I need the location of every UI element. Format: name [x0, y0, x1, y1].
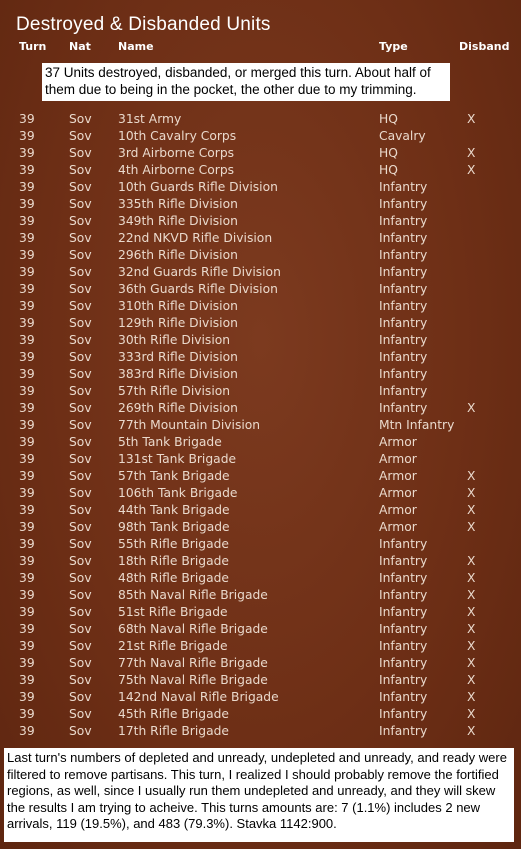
cell-disband: X	[467, 163, 476, 177]
table-row[interactable]	[0, 213, 521, 230]
cell-name: 142nd Naval Rifle Brigade	[118, 690, 279, 704]
cell-nat: Sov	[69, 724, 92, 738]
cell-name: 269th Rifle Division	[118, 401, 238, 415]
table-row[interactable]	[0, 434, 521, 451]
cell-type: Armor	[379, 435, 417, 449]
cell-nat: Sov	[69, 180, 92, 194]
cell-type: Infantry	[379, 367, 428, 381]
cell-disband: X	[467, 588, 476, 602]
cell-type: Cavalry	[379, 129, 426, 143]
cell-name: 10th Cavalry Corps	[118, 129, 237, 143]
cell-turn: 39	[19, 214, 35, 228]
cell-turn: 39	[19, 622, 35, 636]
table-row[interactable]	[0, 298, 521, 315]
table-row[interactable]	[0, 179, 521, 196]
table-row[interactable]	[0, 247, 521, 264]
cell-turn: 39	[19, 299, 35, 313]
cell-disband: X	[467, 639, 476, 653]
table-row[interactable]	[0, 417, 521, 434]
cell-type: Armor	[379, 503, 417, 517]
cell-type: Infantry	[379, 299, 428, 313]
cell-type: Infantry	[379, 554, 428, 568]
cell-turn: 39	[19, 435, 35, 449]
cell-turn: 39	[19, 333, 35, 347]
cell-turn: 39	[19, 197, 35, 211]
cell-nat: Sov	[69, 673, 92, 687]
cell-type: Armor	[379, 469, 417, 483]
table-row[interactable]	[0, 570, 521, 587]
cell-type: Infantry	[379, 231, 428, 245]
table-row[interactable]	[0, 400, 521, 417]
cell-name: 17th Rifle Brigade	[118, 724, 229, 738]
cell-name: 21st Rifle Brigade	[118, 639, 228, 653]
cell-type: HQ	[379, 146, 398, 160]
cell-nat: Sov	[69, 265, 92, 279]
cell-name: 5th Tank Brigade	[118, 435, 222, 449]
table-row[interactable]	[0, 196, 521, 213]
cell-type: Infantry	[379, 690, 428, 704]
cell-name: 333rd Rifle Division	[118, 350, 238, 364]
cell-nat: Sov	[69, 435, 92, 449]
cell-name: 75th Naval Rifle Brigade	[118, 673, 268, 687]
cell-name: 32nd Guards Rifle Division	[118, 265, 281, 279]
cell-turn: 39	[19, 163, 35, 177]
cell-disband: X	[467, 656, 476, 670]
cell-disband: X	[467, 571, 476, 585]
cell-name: 36th Guards Rifle Division	[118, 282, 278, 296]
table-row[interactable]	[0, 604, 521, 621]
column-header-disband[interactable]: Disband	[459, 40, 510, 53]
cell-nat: Sov	[69, 197, 92, 211]
cell-nat: Sov	[69, 571, 92, 585]
cell-name: 85th Naval Rifle Brigade	[118, 588, 268, 602]
cell-name: 349th Rifle Division	[118, 214, 238, 228]
table-row[interactable]	[0, 672, 521, 689]
cell-nat: Sov	[69, 503, 92, 517]
cell-nat: Sov	[69, 333, 92, 347]
cell-disband: X	[467, 724, 476, 738]
cell-name: 31st Army	[118, 112, 182, 126]
cell-turn: 39	[19, 656, 35, 670]
annotation-top: 37 Units destroyed, disbanded, or merged this turn. About half of them due to being in the pocket, the other due to my trimming.	[42, 63, 450, 101]
cell-disband: X	[467, 112, 476, 126]
cell-name: 77th Naval Rifle Brigade	[118, 656, 268, 670]
cell-disband: X	[467, 520, 476, 534]
cell-type: Infantry	[379, 214, 428, 228]
cell-turn: 39	[19, 231, 35, 245]
cell-turn: 39	[19, 690, 35, 704]
cell-disband: X	[467, 469, 476, 483]
cell-nat: Sov	[69, 401, 92, 415]
cell-nat: Sov	[69, 163, 92, 177]
cell-nat: Sov	[69, 605, 92, 619]
cell-turn: 39	[19, 588, 35, 602]
cell-name: 77th Mountain Division	[118, 418, 261, 432]
table-row[interactable]	[0, 366, 521, 383]
cell-name: 55th Rifle Brigade	[118, 537, 229, 551]
cell-nat: Sov	[69, 350, 92, 364]
table-row[interactable]	[0, 553, 521, 570]
cell-nat: Sov	[69, 384, 92, 398]
cell-type: Infantry	[379, 724, 428, 738]
cell-nat: Sov	[69, 129, 92, 143]
cell-turn: 39	[19, 469, 35, 483]
cell-disband: X	[467, 605, 476, 619]
cell-nat: Sov	[69, 367, 92, 381]
table-row[interactable]	[0, 128, 521, 145]
cell-type: Infantry	[379, 707, 428, 721]
cell-turn: 39	[19, 112, 35, 126]
cell-turn: 39	[19, 146, 35, 160]
cell-turn: 39	[19, 384, 35, 398]
cell-turn: 39	[19, 282, 35, 296]
table-row[interactable]	[0, 689, 521, 706]
column-header-name[interactable]: Name	[118, 40, 154, 53]
cell-turn: 39	[19, 724, 35, 738]
cell-name: 129th Rifle Division	[118, 316, 238, 330]
cell-type: Infantry	[379, 180, 428, 194]
cell-type: Infantry	[379, 622, 428, 636]
column-header-type[interactable]: Type	[379, 40, 408, 53]
cell-name: 68th Naval Rifle Brigade	[118, 622, 268, 636]
table-row[interactable]	[0, 281, 521, 298]
cell-disband: X	[467, 690, 476, 704]
cell-nat: Sov	[69, 537, 92, 551]
cell-disband: X	[467, 673, 476, 687]
cell-name: 57th Tank Brigade	[118, 469, 230, 483]
cell-name: 18th Rifle Brigade	[118, 554, 229, 568]
table-row[interactable]	[0, 145, 521, 162]
cell-nat: Sov	[69, 656, 92, 670]
cell-name: 57th Rifle Division	[118, 384, 231, 398]
cell-type: Infantry	[379, 537, 428, 551]
cell-turn: 39	[19, 486, 35, 500]
table-row[interactable]	[0, 383, 521, 400]
table-row[interactable]	[0, 519, 521, 536]
cell-nat: Sov	[69, 469, 92, 483]
cell-turn: 39	[19, 554, 35, 568]
cell-turn: 39	[19, 452, 35, 466]
cell-type: Infantry	[379, 316, 428, 330]
cell-disband: X	[467, 401, 476, 415]
cell-type: Infantry	[379, 639, 428, 653]
cell-name: 22nd NKVD Rifle Division	[118, 231, 273, 245]
table-row[interactable]	[0, 315, 521, 332]
cell-disband: X	[467, 554, 476, 568]
cell-type: Infantry	[379, 333, 428, 347]
cell-turn: 39	[19, 401, 35, 415]
cell-nat: Sov	[69, 299, 92, 313]
cell-nat: Sov	[69, 486, 92, 500]
column-header-nat[interactable]: Nat	[69, 40, 91, 53]
annotation-bottom: Last turn's numbers of depleted and unready, undepleted and unready, and ready were filtered to remove partisans. This turn, I realized I should probably remove the fortified regions, as well, since I usually run them undepleted and unready, and they will skew the results I am trying to acheive. This turns amounts are: 7 (1.1%) includes 2 new arrivals, 119 (19.5%), and 483 (79.3%). Stavka 1142:900.	[4, 748, 514, 842]
cell-nat: Sov	[69, 248, 92, 262]
cell-type: Infantry	[379, 248, 428, 262]
cell-nat: Sov	[69, 554, 92, 568]
cell-name: 30th Rifle Division	[118, 333, 231, 347]
table-row[interactable]	[0, 723, 521, 740]
cell-turn: 39	[19, 605, 35, 619]
cell-nat: Sov	[69, 231, 92, 245]
cell-name: 296th Rifle Division	[118, 248, 238, 262]
cell-turn: 39	[19, 571, 35, 585]
table-row[interactable]	[0, 264, 521, 281]
cell-nat: Sov	[69, 639, 92, 653]
cell-name: 98th Tank Brigade	[118, 520, 230, 534]
cell-turn: 39	[19, 707, 35, 721]
cell-nat: Sov	[69, 418, 92, 432]
cell-turn: 39	[19, 129, 35, 143]
cell-disband: X	[467, 146, 476, 160]
panel-title: Destroyed & Disbanded Units	[16, 14, 271, 35]
cell-type: Infantry	[379, 401, 428, 415]
cell-name: 45th Rifle Brigade	[118, 707, 229, 721]
cell-name: 383rd Rifle Division	[118, 367, 238, 381]
cell-turn: 39	[19, 639, 35, 653]
cell-turn: 39	[19, 367, 35, 381]
table-row[interactable]	[0, 536, 521, 553]
cell-nat: Sov	[69, 214, 92, 228]
cell-name: 3rd Airborne Corps	[118, 146, 235, 160]
cell-type: Infantry	[379, 350, 428, 364]
table-row[interactable]	[0, 451, 521, 468]
cell-type: Infantry	[379, 265, 428, 279]
cell-turn: 39	[19, 537, 35, 551]
cell-nat: Sov	[69, 622, 92, 636]
cell-type: Armor	[379, 486, 417, 500]
cell-nat: Sov	[69, 690, 92, 704]
cell-name: 335th Rifle Division	[118, 197, 238, 211]
column-header-turn[interactable]: Turn	[19, 40, 47, 53]
cell-type: HQ	[379, 163, 398, 177]
cell-turn: 39	[19, 248, 35, 262]
cell-nat: Sov	[69, 520, 92, 534]
table-row[interactable]	[0, 587, 521, 604]
cell-turn: 39	[19, 265, 35, 279]
table-row[interactable]	[0, 638, 521, 655]
cell-name: 131st Tank Brigade	[118, 452, 237, 466]
cell-nat: Sov	[69, 146, 92, 160]
table-row[interactable]	[0, 502, 521, 519]
table-row[interactable]	[0, 655, 521, 672]
cell-type: Infantry	[379, 384, 428, 398]
cell-turn: 39	[19, 520, 35, 534]
cell-type: Mtn Infantry	[379, 418, 455, 432]
table-row[interactable]	[0, 230, 521, 247]
table-row[interactable]	[0, 468, 521, 485]
cell-nat: Sov	[69, 452, 92, 466]
cell-name: 4th Airborne Corps	[118, 163, 235, 177]
cell-name: 106th Tank Brigade	[118, 486, 238, 500]
cell-type: Infantry	[379, 197, 428, 211]
cell-disband: X	[467, 486, 476, 500]
table-row[interactable]	[0, 111, 521, 128]
table-row[interactable]	[0, 706, 521, 723]
cell-type: Infantry	[379, 673, 428, 687]
cell-turn: 39	[19, 673, 35, 687]
cell-name: 44th Tank Brigade	[118, 503, 230, 517]
cell-nat: Sov	[69, 588, 92, 602]
table-row[interactable]	[0, 162, 521, 179]
cell-turn: 39	[19, 503, 35, 517]
table-row[interactable]	[0, 621, 521, 638]
cell-name: 48th Rifle Brigade	[118, 571, 229, 585]
cell-turn: 39	[19, 350, 35, 364]
table-row[interactable]	[0, 485, 521, 502]
cell-turn: 39	[19, 180, 35, 194]
cell-nat: Sov	[69, 707, 92, 721]
cell-nat: Sov	[69, 282, 92, 296]
cell-type: HQ	[379, 112, 398, 126]
table-row[interactable]	[0, 332, 521, 349]
cell-type: Infantry	[379, 282, 428, 296]
table-row[interactable]	[0, 349, 521, 366]
unit-list	[0, 111, 521, 740]
cell-disband: X	[467, 503, 476, 517]
cell-nat: Sov	[69, 316, 92, 330]
cell-type: Armor	[379, 520, 417, 534]
cell-disband: X	[467, 622, 476, 636]
cell-turn: 39	[19, 418, 35, 432]
cell-name: 10th Guards Rifle Division	[118, 180, 278, 194]
cell-name: 310th Rifle Division	[118, 299, 238, 313]
cell-type: Armor	[379, 452, 417, 466]
cell-disband: X	[467, 707, 476, 721]
cell-turn: 39	[19, 316, 35, 330]
cell-name: 51st Rifle Brigade	[118, 605, 228, 619]
cell-type: Infantry	[379, 588, 428, 602]
cell-type: Infantry	[379, 605, 428, 619]
cell-nat: Sov	[69, 112, 92, 126]
cell-type: Infantry	[379, 571, 428, 585]
cell-type: Infantry	[379, 656, 428, 670]
